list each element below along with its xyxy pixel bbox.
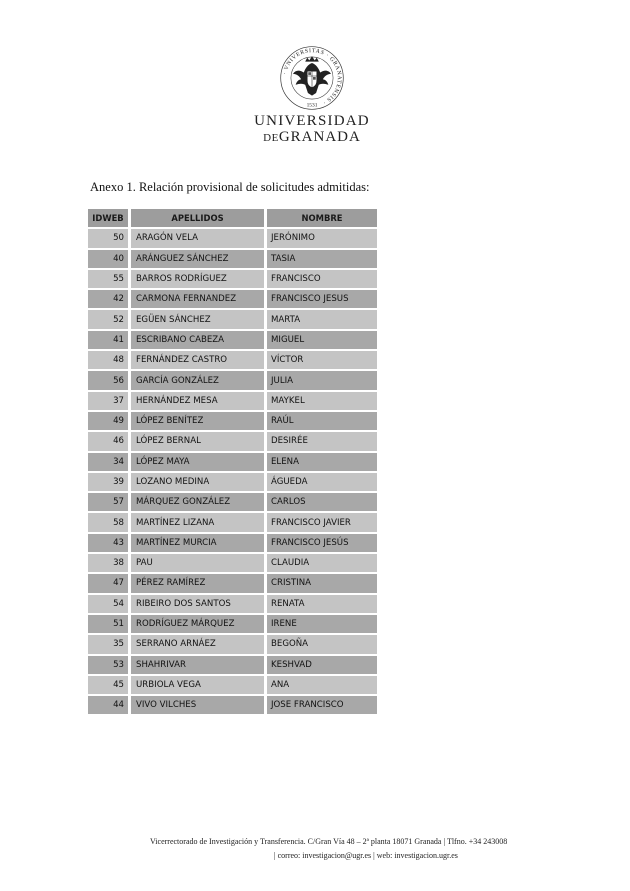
cell-nombre: FRANCISCO JESUS xyxy=(267,290,377,308)
cell-idweb: 50 xyxy=(88,229,128,247)
cell-apellidos: SHAHRIVAR xyxy=(131,656,264,674)
cell-idweb: 54 xyxy=(88,595,128,613)
cell-nombre: KESHVAD xyxy=(267,656,377,674)
cell-apellidos: LÓPEZ BERNAL xyxy=(131,432,264,450)
admitted-applications-table xyxy=(85,207,380,716)
seal-ring-text: · VNIVERSITAS · GRANATENSIS · xyxy=(282,48,342,106)
cell-idweb: 52 xyxy=(88,310,128,328)
table-row xyxy=(88,310,377,328)
table-row xyxy=(88,696,377,714)
table-row xyxy=(88,392,377,410)
cell-nombre: BEGOÑA xyxy=(267,635,377,653)
cell-nombre: FRANCISCO xyxy=(267,270,377,288)
cell-nombre: MAYKEL xyxy=(267,392,377,410)
table-body xyxy=(88,229,377,714)
cell-nombre: DESIRÉE xyxy=(267,432,377,450)
cell-idweb: 55 xyxy=(88,270,128,288)
cell-apellidos: SERRANO ARNÁEZ xyxy=(131,635,264,653)
annex-heading: Anexo 1. Relación provisional de solicitudes admitidas: xyxy=(90,180,370,194)
cell-nombre: CLAUDIA xyxy=(267,554,377,572)
cell-apellidos: LÓPEZ MAYA xyxy=(131,453,264,471)
table-row xyxy=(88,595,377,613)
cell-idweb: 38 xyxy=(88,554,128,572)
cell-idweb: 46 xyxy=(88,432,128,450)
cell-idweb: 49 xyxy=(88,412,128,430)
table-row xyxy=(88,473,377,491)
cell-apellidos: PAU xyxy=(131,554,264,572)
cell-nombre: CRISTINA xyxy=(267,574,377,592)
column-header-nombre: NOMBRE xyxy=(267,209,377,227)
table-row xyxy=(88,270,377,288)
table-row xyxy=(88,615,377,633)
cell-nombre: CARLOS xyxy=(267,493,377,511)
table-row xyxy=(88,250,377,268)
table-row xyxy=(88,432,377,450)
cell-apellidos: EGÜEN SÁNCHEZ xyxy=(131,310,264,328)
cell-apellidos: LOZANO MEDINA xyxy=(131,473,264,491)
table-row xyxy=(88,493,377,511)
table-row xyxy=(88,513,377,531)
cell-idweb: 51 xyxy=(88,615,128,633)
table-row xyxy=(88,290,377,308)
cell-apellidos: VIVO VILCHES xyxy=(131,696,264,714)
cell-apellidos: ARÁNGUEZ SÁNCHEZ xyxy=(131,250,264,268)
table-row xyxy=(88,656,377,674)
cell-nombre: ÁGUEDA xyxy=(267,473,377,491)
cell-apellidos: BARROS RODRÍGUEZ xyxy=(131,270,264,288)
table-row xyxy=(88,554,377,572)
column-header-idweb: IDWEB xyxy=(88,209,128,227)
table-row xyxy=(88,676,377,694)
cell-apellidos: GARCÍA GONZÁLEZ xyxy=(131,371,264,389)
column-header-apellidos: APELLIDOS xyxy=(131,209,264,227)
cell-nombre: JOSE FRANCISCO xyxy=(267,696,377,714)
university-logo xyxy=(0,44,630,146)
cell-idweb: 35 xyxy=(88,635,128,653)
cell-idweb: 58 xyxy=(88,513,128,531)
footer-address: Vicerrectorado de Investigación y Transferencia. C/Gran Vía 48 – 2ª planta 18071 Granada | Tlfno. +34 243008 xyxy=(150,837,508,846)
cell-apellidos: MÁRQUEZ GONZÁLEZ xyxy=(131,493,264,511)
cell-apellidos: ARAGÓN VELA xyxy=(131,229,264,247)
cell-apellidos: LÓPEZ BENÍTEZ xyxy=(131,412,264,430)
cell-idweb: 40 xyxy=(88,250,128,268)
cell-nombre: TASIA xyxy=(267,250,377,268)
cell-nombre: RENATA xyxy=(267,595,377,613)
cell-apellidos: HERNÁNDEZ MESA xyxy=(131,392,264,410)
cell-apellidos: FERNÁNDEZ CASTRO xyxy=(131,351,264,369)
cell-idweb: 41 xyxy=(88,331,128,349)
university-name-line1: UNIVERSIDAD xyxy=(254,113,370,129)
cell-apellidos: CARMONA FERNANDEZ xyxy=(131,290,264,308)
cell-idweb: 47 xyxy=(88,574,128,592)
table-row xyxy=(88,371,377,389)
cell-nombre: JERÓNIMO xyxy=(267,229,377,247)
cell-idweb: 44 xyxy=(88,696,128,714)
cell-nombre: ELENA xyxy=(267,453,377,471)
table-row xyxy=(88,635,377,653)
cell-apellidos: MARTÍNEZ LIZANA xyxy=(131,513,264,531)
university-seal-icon xyxy=(278,44,346,112)
cell-nombre: MIGUEL xyxy=(267,331,377,349)
cell-idweb: 34 xyxy=(88,453,128,471)
university-name-line2 xyxy=(0,129,627,146)
cell-nombre: ANA xyxy=(267,676,377,694)
cell-apellidos: RODRÍGUEZ MÁRQUEZ xyxy=(131,615,264,633)
cell-idweb: 43 xyxy=(88,534,128,552)
cell-nombre: MARTA xyxy=(267,310,377,328)
cell-apellidos: PÉREZ RAMÍREZ xyxy=(131,574,264,592)
cell-apellidos: URBIOLA VEGA xyxy=(131,676,264,694)
cell-nombre: RAÚL xyxy=(267,412,377,430)
cell-nombre: FRANCISCO JESÚS xyxy=(267,534,377,552)
cell-idweb: 42 xyxy=(88,290,128,308)
cell-apellidos: MARTÍNEZ MURCIA xyxy=(131,534,264,552)
cell-idweb: 57 xyxy=(88,493,128,511)
cell-apellidos: RIBEIRO DOS SANTOS xyxy=(131,595,264,613)
table-row xyxy=(88,534,377,552)
table-row xyxy=(88,229,377,247)
cell-idweb: 53 xyxy=(88,656,128,674)
university-name-prefix: DE xyxy=(263,132,279,144)
table-row xyxy=(88,331,377,349)
seal-year: 1531 xyxy=(306,102,318,109)
table-row xyxy=(88,351,377,369)
table-row xyxy=(88,453,377,471)
footer-contact: | correo: investigacion@ugr.es | web: investigacion.ugr.es xyxy=(274,851,458,860)
table-row xyxy=(88,574,377,592)
cell-idweb: 45 xyxy=(88,676,128,694)
table-header-row xyxy=(88,209,377,227)
cell-idweb: 39 xyxy=(88,473,128,491)
cell-idweb: 48 xyxy=(88,351,128,369)
table-row xyxy=(88,412,377,430)
cell-nombre: VÍCTOR xyxy=(267,351,377,369)
cell-apellidos: ESCRIBANO CABEZA xyxy=(131,331,264,349)
cell-nombre: FRANCISCO JAVIER xyxy=(267,513,377,531)
cell-nombre: JULIA xyxy=(267,371,377,389)
cell-idweb: 56 xyxy=(88,371,128,389)
cell-nombre: IRENE xyxy=(267,615,377,633)
cell-idweb: 37 xyxy=(88,392,128,410)
university-name-main: GRANADA xyxy=(278,129,361,145)
